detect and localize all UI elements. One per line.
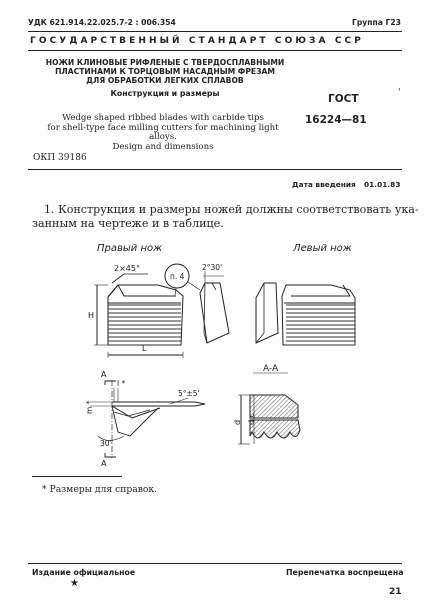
footnote-rule [32,476,122,477]
gost-number: 16224—81 [305,114,367,126]
dim-d: d [233,419,242,425]
section-a-a [238,373,300,444]
right-knife-side-view [94,274,183,358]
title-en-line: alloys. [149,132,177,143]
title-ru-line: ДЛЯ ОБРАБОТКИ ЛЕГКИХ СПЛАВОВ [86,76,244,85]
dim-l-star: l * [117,379,126,388]
bottom-rule [28,563,402,564]
gost-label: ГОСТ [328,93,359,105]
okp-code: ОКП 39186 [33,153,87,163]
udk-code: УДК 621.914.22.025.7-2 : 006.354 [28,18,176,27]
page-number: 21 [389,587,402,597]
section-a-top: A [101,370,107,379]
group-code: Группа Г23 [352,18,401,27]
intro-label: Дата введения [292,180,356,189]
title-en-line: Wedge shaped ribbed blades with carbide tips [62,113,264,123]
angle-top-label: 2°30' [202,263,223,272]
paragraph-line: занным на чертеже и в таблице. [32,217,224,230]
left-knife-front-view [256,283,278,343]
intro-date: 01.01.83 [364,180,401,189]
margin-mark: ' [398,88,401,98]
right-knife-front-view [200,271,229,343]
left-knife-label: Левый нож [293,243,352,254]
paragraph-line: 1. Конструкция и размеры ножей должны соответствовать ука- [44,203,419,216]
dim-m-star: m * [85,400,94,414]
angle-30: 30° [100,439,114,448]
title-en-line: for shell-type face milling cutters for machining light [47,122,279,133]
title-ru-line: ПЛАСТИНАМИ К ТОРЦОВЫМ НАСАДНЫМ ФРЕЗАМ [55,67,275,76]
left-knife-side-view [282,285,355,345]
standard-line: ГОСУДАРСТВЕННЫЙ СТАНДАРТ СОЮЗА ССР [30,36,364,46]
dim-dc: d c [247,412,256,425]
title-ru-line: НОЖИ КЛИНОВЫЕ РИФЛЕНЫЕ С ТВЕРДОСПЛАВНЫМИ [45,58,285,67]
official-edition: Издание официальное [32,568,136,577]
dim-l-label: L [142,344,147,353]
note-ref: п. 4 [170,272,185,281]
subtitle-en: Design and dimensions [112,141,214,152]
angle-5: 5°±5' [178,389,200,398]
chamfer-label: 2×45° [114,264,140,273]
section-a-bottom: A [101,459,107,468]
section-aa-label: A-A [263,364,279,374]
footnote: * Размеры для справок. [42,484,158,495]
dim-h-label: H [88,311,95,320]
reprint-prohibited: Перепечатка воспрещена [286,568,404,577]
right-knife-label: Правый нож [97,243,163,254]
star-icon: ★ [70,578,79,589]
subtitle-ru: Конструкция и размеры [110,89,220,98]
